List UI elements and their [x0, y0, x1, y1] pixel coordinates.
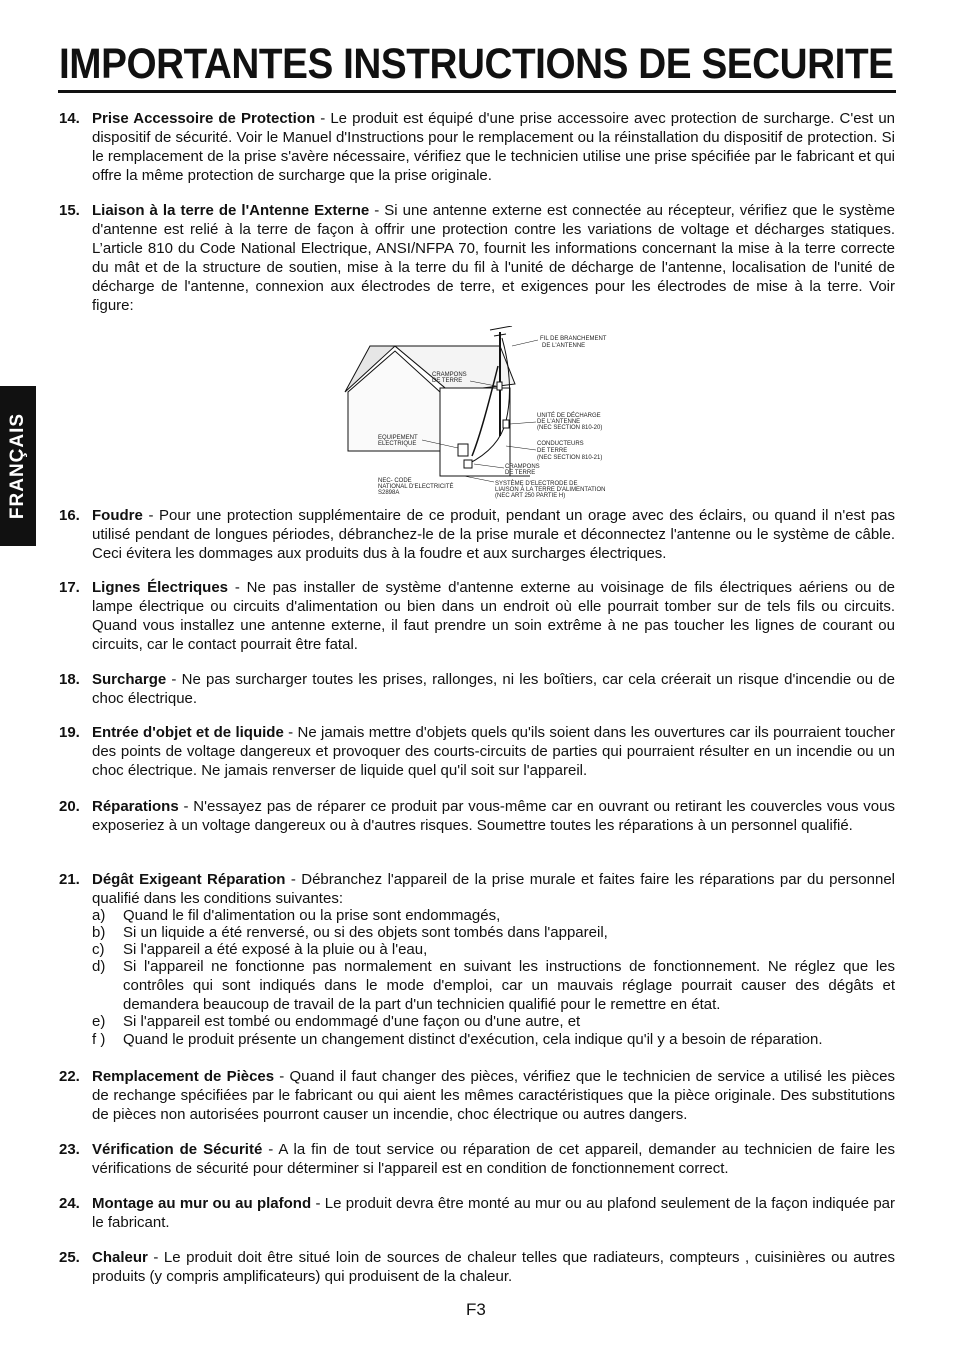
item-number: 20.	[59, 798, 80, 815]
language-tab	[0, 386, 36, 546]
item-number: 15.	[59, 202, 80, 219]
item-text: - Quand il faut changer des pièces, vérifiez que le technicien de service a utilisé les pièces de rechange spécifiées par le fabricant ou qui aient les mêmes caractéristiques que la pièce originale. Des substitutions de pièces non autorisées pourront causer un incendie, choc électrique ou autres dangers.	[92, 1068, 895, 1123]
leader-line	[512, 340, 538, 346]
ground-clamp	[464, 460, 472, 468]
instruction-item-20	[59, 797, 895, 835]
item-number: 24.	[59, 1195, 80, 1212]
sub-item-text: Si un liquide a été renversé, ou si des objets sont tombés dans l'appareil,	[123, 924, 608, 941]
item-heading: Montage au mur ou au plafond	[92, 1195, 312, 1212]
instruction-item-14	[59, 109, 895, 185]
instruction-item-18	[59, 670, 895, 708]
sub-item-letter: e)	[92, 1013, 106, 1030]
sub-item-text: Si l'appareil ne fonctionne pas normalement en suivant les instructions de fonctionnement. Ne réglez que les contrôles qui sont indiqués dans le mode d'emploi, car un mauvais réglage pourrait causer des dégâts et demandera beaucoup de travail de la part d'un technicien qualifié pour le remettre en état.	[123, 958, 895, 1013]
label-ground-clamps-top: CRAMPONS DE TERRE	[432, 372, 467, 384]
language-tab-label: FRANÇAIS	[7, 412, 28, 520]
item-heading: Réparations	[92, 798, 179, 815]
item-number: 25.	[59, 1249, 80, 1266]
title-rule	[58, 90, 896, 93]
item-heading: Remplacement de Pièces	[92, 1068, 275, 1085]
page-title: IMPORTANTES INSTRUCTIONS DE SECURITE	[59, 40, 894, 88]
item-text: - Pour une protection supplémentaire de ce produit, pendant un orage avec des éclairs, ou quand il n'est pas utilisé pendant de longues périodes, débranchez-le de la prise murale et déconnectez l'antenne ou le système de câble. Ceci évitera les dommages aux produits dus à la foudre et aux surcharges électriques.	[92, 507, 895, 562]
ground-clamp	[497, 382, 502, 390]
item-heading: Foudre	[92, 507, 143, 524]
item-number: 23.	[59, 1141, 80, 1158]
sub-item-text: Quand le fil d'alimentation ou la prise sont endommagés,	[123, 907, 501, 924]
equipment-box	[458, 444, 468, 456]
item-text: - A la fin de tout service ou réparation de cet appareil, demander au technicien de faire les vérifications de sécurité pour déterminer si l'appareil est en condition de fonctionnement correct.	[92, 1141, 895, 1177]
item-number: 16.	[59, 507, 80, 524]
discharge-unit	[503, 420, 509, 428]
leader-line	[464, 476, 494, 482]
instruction-item-16	[59, 506, 895, 563]
item-number: 22.	[59, 1068, 80, 1085]
item-text: - Le produit est équipé d'une prise accessoire avec protection de surcharge. C'est un dispositif de sécurité. Voir le Manuel d'Instructions pour le remplacement ou la réinstallation du dispositif de protection. Si le remplacement de la prise s'avère nécessaire, vérifiez que le technicien utilise une prise spécifiée par le fabricant et qui offre la même protection de surcharge que la prise originale.	[92, 110, 896, 184]
sub-item	[92, 1012, 895, 1031]
instruction-item-22	[59, 1067, 895, 1124]
item-heading: Chaleur	[92, 1249, 148, 1266]
leader-line	[510, 422, 536, 424]
instruction-item-17	[59, 578, 895, 654]
item-heading: Dégât Exigeant Réparation	[92, 871, 286, 888]
instruction-item-21	[59, 870, 895, 1049]
antenna-grounding-figure	[340, 326, 630, 504]
label-ground-conductors: CONDUCTEURS DE TERRE (NEC SECTION 810-21)	[537, 441, 603, 461]
label-discharge-unit: UNITÉ DE DÉCHARGE DE L'ANTENNE (NEC SECTION 810-20)	[537, 413, 603, 431]
item-heading: Lignes Électriques	[92, 579, 229, 596]
item-text: - Débranchez l'appareil de la prise murale et faites faire les réparations par du personnel qualifié dans les conditions suivantes:	[92, 871, 895, 907]
item-text: - Ne pas surcharger toutes les prises, rallonges, ni les boîtiers, car cela créerait un risque d'incendie ou de choc électrique.	[92, 671, 895, 707]
item-text: - N'essayez pas de réparer ce produit par vous-même car en ouvrant ou retirant les couvercles vous vous exposeriez à un voltage dangereux ou à d'autres risques. Soumettre toutes les réparations à un personnel qualifié.	[92, 798, 895, 834]
sub-item-letter: c)	[92, 941, 105, 958]
item-text: - Le produit devra être monté au mur ou au plafond seulement de la façon indiquée par le fabricant.	[92, 1195, 895, 1231]
item-heading: Prise Accessoire de Protection	[92, 110, 316, 127]
item-text: - Si une antenne externe est connectée au récepteur, vérifiez que le système d'antenne est relié à la terre de façon à offrir une protection contre les variations de voltage et décharges statiques. L’article 810 du Code National Electrique, ANSI/NFPA 70, fournit les informations concernant la mise à la terre correcte du mât et de la structure de soutien, mise à la terre du fil à l'unité de décharge de l'antenne, localisation de l'unité de décharge de l'antenne, connexion aux électrodes de terre, et exigences pour les électrodes de mise à la terre. Voir figure:	[92, 202, 895, 314]
sub-item-letter: f )	[92, 1031, 106, 1048]
antenna-element	[490, 326, 512, 330]
item-heading: Surcharge	[92, 671, 167, 688]
instruction-item-23	[59, 1140, 895, 1178]
item-heading: Entrée d'objet et de liquide	[92, 724, 284, 741]
item-number: 17.	[59, 579, 80, 596]
item-heading: Liaison à la terre de l'Antenne Externe	[92, 202, 370, 219]
item-number: 21.	[59, 871, 80, 888]
instruction-item-25	[59, 1248, 895, 1286]
sub-item	[92, 957, 895, 1014]
page-number: F3	[466, 1300, 486, 1319]
instruction-item-19	[59, 723, 895, 780]
sub-item-letter: d)	[92, 958, 106, 975]
label-grounding-electrode: SYSTÈME D'ELECTRODE DE LIAISON À LA TERRE D'ALIMENTATION (NEC ART 250 PARTIE H)	[495, 481, 606, 499]
instruction-item-15	[59, 201, 895, 315]
item-text: - Ne jamais mettre d'objets quels qu'ils soient dans les ouvertures car ils pourraient toucher des points de voltage dangereux et provoquer des courts-circuits de parties qui pourraient résulter en un incendie ou un choc électrique. Ne jamais renverser de liquide quel qu'il soit sur l'appareil.	[92, 724, 895, 779]
item-number: 19.	[59, 724, 80, 741]
sub-item-letter: b)	[92, 924, 106, 941]
sub-item-text: Si l'appareil a été exposé à la pluie ou à l'eau,	[123, 941, 428, 958]
sub-item-text: Si l'appareil est tombé ou endommagé d'une façon ou d'une autre, et	[123, 1013, 581, 1030]
label-nec-code: NEC- CODE NATIONAL D'ELECTRICITÉ S2898A	[378, 478, 454, 496]
item-text: - Le produit doit être situé loin de sources de chaleur telles que radiateurs, compteurs , cuisinières ou autres produits (y compris amplificateurs) qui produisent de la chaleur.	[92, 1249, 895, 1285]
label-lead-in-wire: FIL DE BRANCHEMENT DE L'ANTENNE	[540, 336, 607, 349]
sub-item	[92, 1030, 895, 1049]
item-heading: Vérification de Sécurité	[92, 1141, 263, 1158]
item-number: 14.	[59, 110, 80, 127]
label-electrical-equipment: EQUIPEMENT ELECTRIQUE	[378, 435, 418, 447]
label-ground-clamps-bottom: CRAMPONS DE TERRE	[505, 464, 540, 476]
item-number: 18.	[59, 671, 80, 688]
sub-item-letter: a)	[92, 907, 106, 924]
item-text: - Ne pas installer de système d'antenne externe au voisinage de fils électriques aériens ou de lampe électrique ou circuits d'alimentation ou bien dans un endroit où elle pourrait tomber sur de tels fils ou circuits. Quand vous installez une antenne externe, il faut prendre un soin extrême à ne pas toucher les lignes de courant ou circuits, car le contact pourrait être fatal.	[92, 579, 895, 653]
instruction-item-24	[59, 1194, 895, 1232]
sub-item-text: Quand le produit présente un changement distinct d'exécution, cela indique qu'il y a besoin de réparation.	[123, 1031, 823, 1048]
